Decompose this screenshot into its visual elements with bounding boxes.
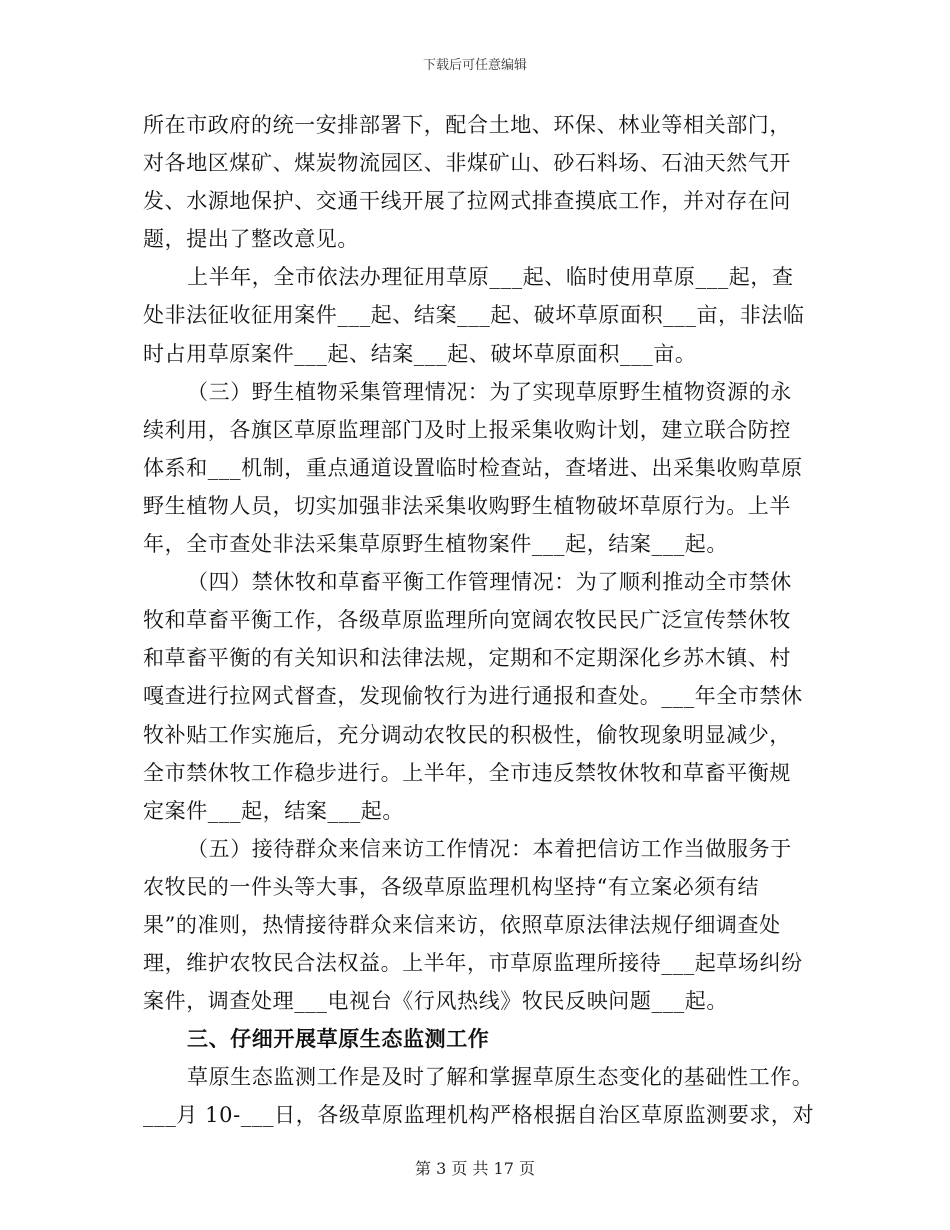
text-line: 年，全市查处非法采集草原野生植物案件___起，结案___起。	[143, 532, 728, 557]
page-header: 下载后可任意编辑	[422, 58, 527, 73]
text-line: 处非法征收征用案件___起、结案___起、破坏草原面积___亩，非法临	[143, 303, 805, 328]
text-line: 定案件___起，结案___起。	[143, 798, 404, 823]
text-line: 题，提出了整改意见。	[143, 227, 359, 252]
paragraph-first-line: （三）野生植物采集管理情况：为了实现草原野生植物资源的永	[187, 379, 792, 404]
text-line: 案件，调查处理___电视台《行风热线》牧民反映问题___起。	[143, 989, 728, 1014]
text-line: 和草畜平衡的有关知识和法律法规，定期和不定期深化乡苏木镇、村	[143, 646, 791, 671]
text-line: 续利用，各旗区草原监理部门及时上报采集收购计划，建立联合防控	[143, 417, 791, 442]
paragraph-first-line: （四）禁休牧和草畜平衡工作管理情况：为了顺利推动全市禁休	[187, 570, 792, 595]
text-line: 果”的准则，热情接待群众来信来访，依照草原法律法规仔细调查处	[143, 912, 781, 937]
section-heading: 三、仔细开展草原生态监测工作	[187, 1027, 490, 1052]
paragraph-first-line: （五）接待群众来信来访工作情况：本着把信访工作当做服务于	[187, 836, 792, 861]
text-line: 理，维护农牧民合法权益。上半年，市草原监理所接待___起草场纠纷	[143, 951, 803, 976]
text-line: 农牧民的一件头等大事，各级草原监理机构坚持“有立案必须有结	[143, 874, 760, 899]
paragraph-first-line: 草原生态监测工作是及时了解和掌握草原生态变化的基础性工作。	[187, 1065, 814, 1090]
text-line: 所在市政府的统一安排部署下，配合土地、环保、林业等相关部门，	[143, 113, 791, 137]
text-line: 全市禁休牧工作稳步进行。上半年，全市违反禁牧休牧和草畜平衡规	[143, 760, 791, 785]
text-line: 野生植物人员，切实加强非法采集收购野生植物破坏草原行为。上半	[143, 493, 791, 518]
text-line: ___月 10-___日，各级草原监理机构严格根据自治区草原监测要求，对	[143, 1103, 815, 1128]
page-number: 第 3 页 共 17 页	[415, 1159, 535, 1178]
text-line: 牧补贴工作实施后，充分调动农牧民的积极性，偷牧现象明显减少，	[143, 722, 791, 747]
document-body	[143, 106, 815, 1135]
paragraph-first-line: 上半年，全市依法办理征用草原___起、临时使用草原___起，查	[187, 265, 794, 290]
text-line: 嘎查进行拉网式督查，发现偷牧行为进行通报和查处。___年全市禁休	[143, 684, 803, 709]
text-line: 时占用草原案件___起、结案___起、破坏草原面积___亩。	[143, 341, 697, 366]
text-line: 体系和___机制，重点通道设置临时检查站，查堵进、出采集收购草原	[143, 455, 803, 480]
text-line: 发、水源地保护、交通干线开展了拉网式排查摸底工作，并对存在问	[143, 189, 791, 214]
text-line: 对各地区煤矿、煤炭物流园区、非煤矿山、砂石料场、石油天然气开	[143, 151, 791, 176]
text-line: 牧和草畜平衡工作，各级草原监理所向宽阔农牧民民广泛宣传禁休牧	[143, 608, 791, 633]
